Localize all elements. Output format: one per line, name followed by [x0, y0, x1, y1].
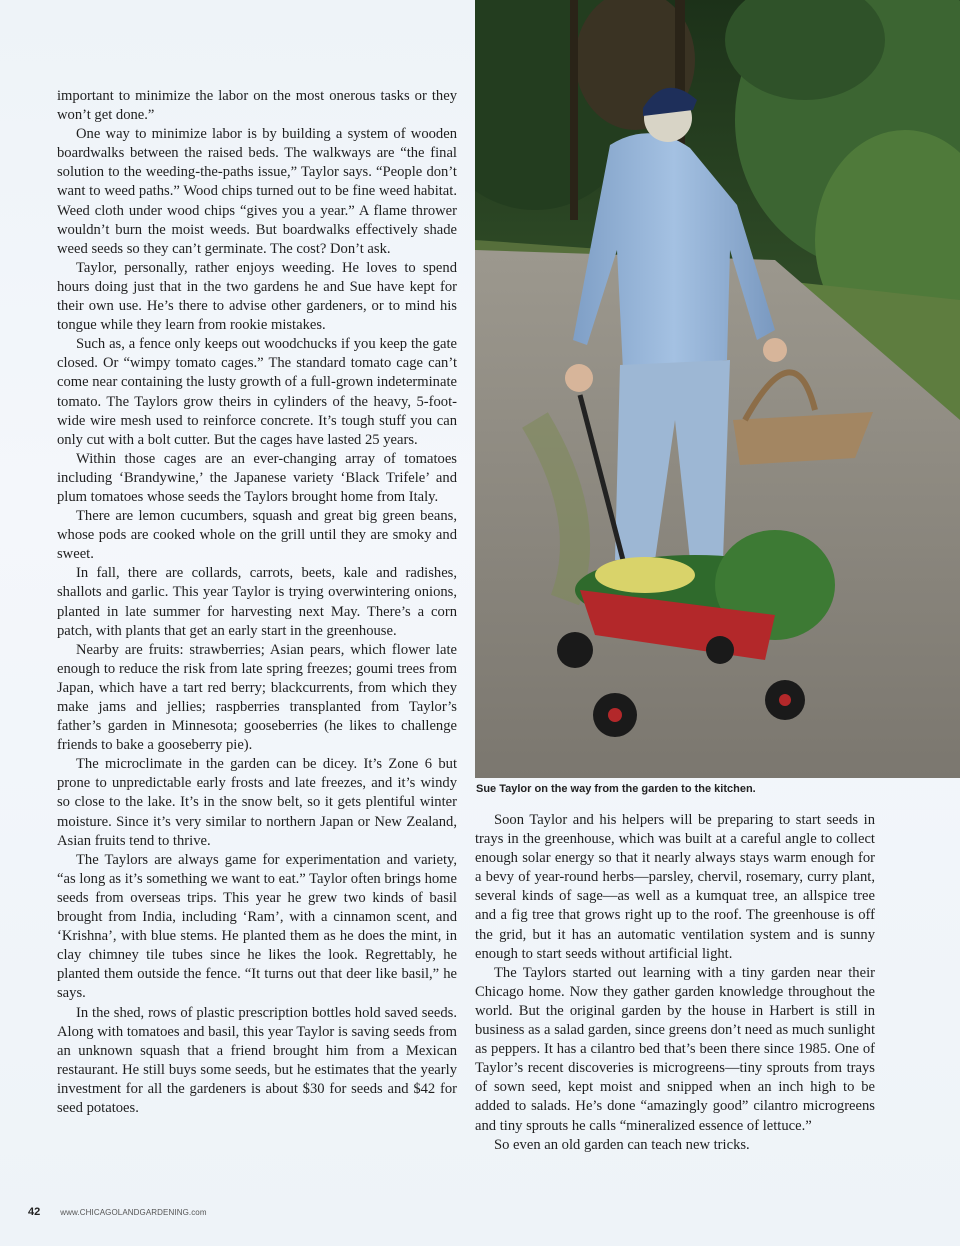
paragraph: Nearby are fruits: strawberries; Asian pears, which flower late enough to reduce the risk from late spring freezes; goumi trees from Japan, which have a tart red berry; blackcurrents, from which they make jams and jellies; raspberries transplanted from Taylor’s father’s garden in Minnesota; gooseberries (he likes to challenge friends to bake a gooseberry pie).: [57, 641, 457, 754]
paragraph: So even an old garden can teach new tricks.: [494, 1136, 750, 1153]
paragraph: Soon Taylor and his helpers will be preparing to start seeds in trays in the greenhouse, which was built at a careful angle to collect enough solar energy so that it nearly always stays warm enough for a bevy of year-round herbs—parsley, chervil, rosemary, curry plant, several kinds of sage—as well as a kumquat tree, an allspice tree and a fig tree that grows right up to the roof. The greenhouse is off the grid, but it has an automatic ventilation system and is sunny enough to start seeds without artificial light.: [475, 812, 875, 962]
website-url: www.CHICAGOLANDGARDENING.com: [60, 1208, 207, 1217]
page-footer: [28, 1206, 207, 1218]
paragraph: important to minimize the labor on the most onerous tasks or they won’t get done.”: [57, 88, 457, 124]
paragraph: Within those cages are an ever-changing array of tomatoes including ‘Brandywine,’ the Japanese variety ‘Black Trifele’ and plum tomatoes whose seeds the Taylors brought home from Italy.: [57, 450, 457, 505]
paragraph: In fall, there are collards, carrots, beets, kale and radishes, shallots and garlic. This year Taylor is trying overwintering onions, planted in late summer for harvesting next May. There’s a corn patch, with plants that get an early start in the greenhouse.: [57, 565, 457, 639]
paragraph: One way to minimize labor is by building a system of wooden boardwalks between the raised beds. The walkways are “the final solution to the weeding-the-paths issue,” Taylor says. “People don’t want to weed paths.” Wood chips turned out to be fine weed habitat. Weed cloth under wood chips “gives you a year.” A flame thrower wouldn’t burn the moist weeds. But boardwalks effectively shade weed seeds so they can’t germinate. The cost? Don’t ask.: [57, 126, 457, 257]
right-text-column: [475, 811, 875, 1155]
paragraph: The microclimate in the garden can be dicey. It’s Zone 6 but prone to unpredictable early frosts and late freezes, and it’s windy so close to the lake. It’s in the snow belt, so it gets plentiful winter moisture. Since it’s very similar to northern Japan or New Zealand, Asian fruits tend to thrive.: [57, 756, 457, 849]
paragraph: The Taylors are always game for experimentation and variety, “as long as it’s something we want to eat.” Taylor often brings home seeds from overseas trips. This year he grew two kinds of basil brought from India, including ‘Ram’, with a cinnamon scent, and ‘Krishna’, with blue stems. He planted them as he does the mint, in clay chimney tile tubes since he likes the look. Regrettably, he planted them outside the fence. “It turns out that deer like basil,” he says.: [57, 851, 457, 1002]
paragraph: The Taylors started out learning with a tiny garden near their Chicago home. Now they gather garden knowledge throughout the world. But the original garden by the house in Harbert is still in business as a salad garden, since greens don’t need as much sunlight as peppers. It has a cilantro bed that’s been there since 1985. One of Taylor’s recent discoveries is microgreens—tiny sprouts from trays of sown seed, kept moist and snipped when an inch high to be added to salads. He’s done “amazingly good” cilantro microgreens and tiny sprouts he calls “mineralized essence of lettuce.”: [475, 964, 875, 1134]
paragraph: In the shed, rows of plastic prescription bottles hold saved seeds. Along with tomatoes and basil, this year Taylor is saving seeds from an unknown squash that a friend brought him from a Mexican restaurant. He still buys some seeds, but he estimates that the yearly investment for all the gardeners is about $30 for seeds and $42 for seed potatoes.: [57, 1004, 457, 1116]
page-number: 42: [28, 1206, 41, 1218]
photo-caption: Sue Taylor on the way from the garden to the kitchen.: [476, 783, 756, 795]
left-text-column: [57, 87, 457, 1118]
paragraph: Such as, a fence only keeps out woodchucks if you keep the gate closed. Or “wimpy tomato cages.” The standard tomato cage can’t come near containing the lusty growth of a full-grown indeterminate tomato. The Taylors grow theirs in cylinders of the heavy, 5-foot-wide wire mesh used to reinforce concrete. It’s tough stuff you can only cut with a bolt cutter. But the cages have lasted 25 years.: [57, 336, 457, 448]
garden-photo: [475, 0, 960, 778]
paragraph: There are lemon cucumbers, squash and great big green beans, whose pods are cooked whole on the grill until they are smoky and sweet.: [57, 508, 457, 563]
paragraph: Taylor, personally, rather enjoys weeding. He loves to spend hours doing just that in the two gardens he and Sue have kept for their own use. He’s there to advise other gardeners, or to mind his tongue while they learn from rookie mistakes.: [57, 259, 457, 334]
